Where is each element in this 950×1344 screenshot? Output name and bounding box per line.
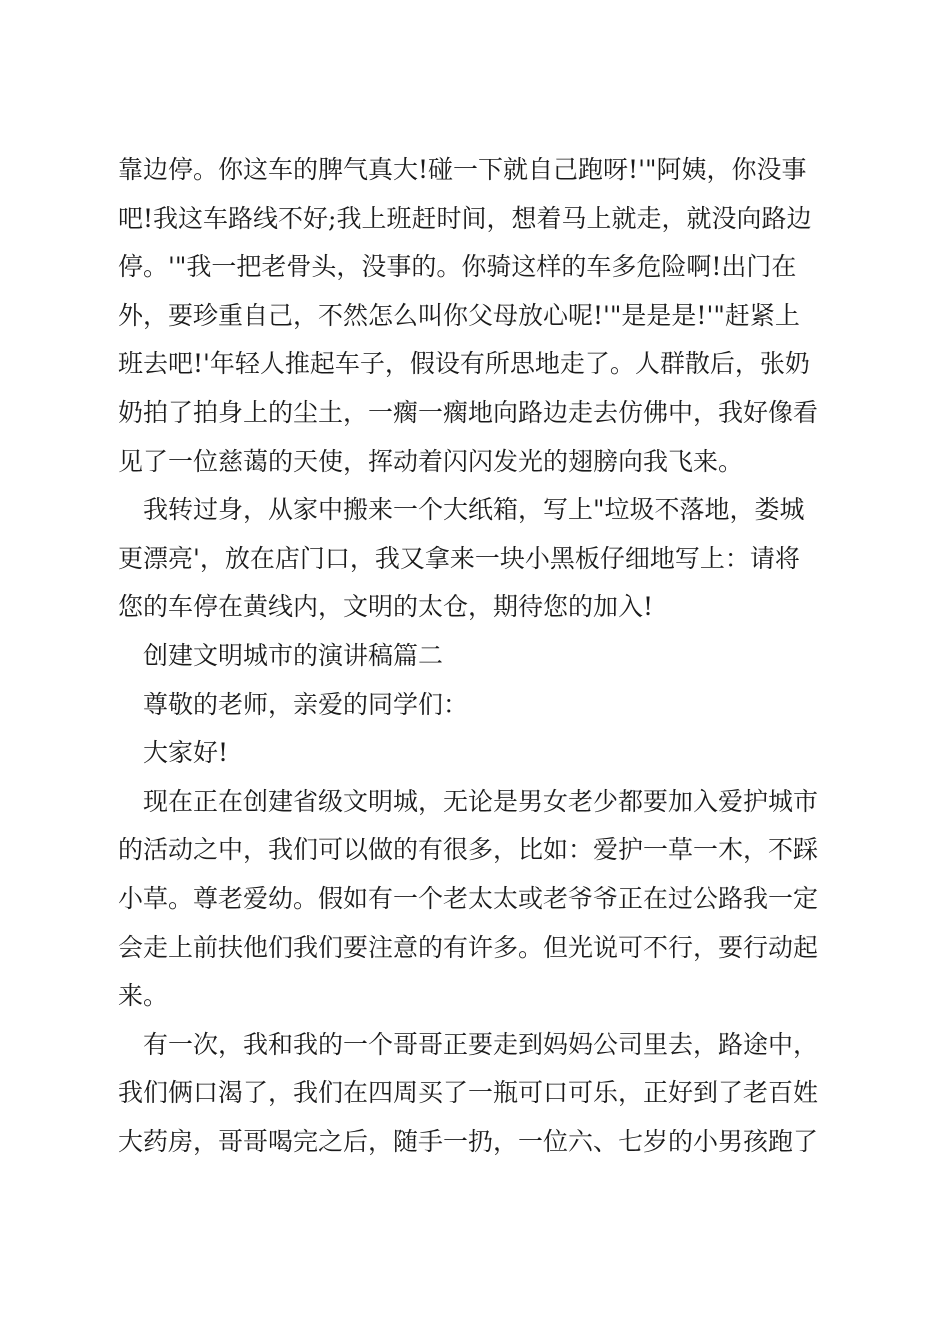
salutation-text: 尊敬的老师，亲爱的同学们： — [143, 689, 469, 719]
text-line: 班去吧!'年轻人推起车子，假设有所思地走了。人群散后，张奶 — [118, 349, 810, 379]
paragraph-2 — [118, 486, 834, 632]
text-line: 您的车停在黄线内，文明的太仓，期待您的加入! — [118, 592, 654, 622]
text-line: 靠边停。你这车的脾气真大!碰一下就自己跑呀!'"阿姨，你没事 — [118, 155, 807, 184]
paragraph-6 — [118, 778, 834, 1021]
paragraph-1 — [118, 146, 834, 486]
heading-text: 创建文明城市的演讲稿篇二 — [143, 640, 444, 670]
text-line: 有一次，我和我的一个哥哥正要走到妈妈公司里去，路途中， — [143, 1029, 819, 1059]
salutation — [118, 681, 834, 730]
section-heading — [118, 632, 834, 681]
text-line: 大药房，哥哥喝完之后，随手一扔，一位六、七岁的小男孩跑了 — [118, 1126, 819, 1156]
text-line: 小草。尊老爱幼。假如有一个老太太或老爷爷正在过公路我一定 — [118, 883, 819, 913]
greeting — [118, 729, 834, 778]
text-line: 外，要珍重自己，不然怎么叫你父母放心呢!'"是是是!'"赶紧上 — [118, 300, 800, 330]
text-line: 我转过身，从家中搬来一个大纸箱，写上"垃圾不落地，娄城 — [143, 495, 805, 525]
text-line: 吧!我这车路线不好;我上班赶时间，想着马上就走，就没向路边 — [118, 203, 812, 233]
paragraph-7 — [118, 1021, 834, 1167]
text-line: 奶拍了拍身上的尘土，一瘸一瘸地向路边走去仿佛中，我好像看 — [118, 397, 819, 427]
text-line: 见了一位慈蔼的天使，挥动着闪闪发光的翅膀向我飞来。 — [118, 446, 744, 476]
text-line: 会走上前扶他们我们要注意的有许多。但光说可不行，要行动起 — [118, 932, 819, 962]
document-body — [118, 146, 834, 1166]
text-line: 停。'"我一把老骨头，没事的。你骑这样的车多危险啊!出门在 — [118, 252, 797, 282]
text-line: 更漂亮'，放在店门口，我又拿来一块小黑板仔细地写上：请将 — [118, 543, 800, 573]
text-line: 我们俩口渴了，我们在四周买了一瓶可口可乐，正好到了老百姓 — [118, 1078, 819, 1108]
text-line: 的活动之中，我们可以做的有很多，比如：爱护一草一木，不踩 — [118, 835, 819, 865]
text-line: 现在正在创建省级文明城，无论是男女老少都要加入爱护城市 — [143, 786, 819, 816]
greeting-text: 大家好! — [143, 738, 229, 768]
text-line: 来。 — [118, 981, 169, 1011]
